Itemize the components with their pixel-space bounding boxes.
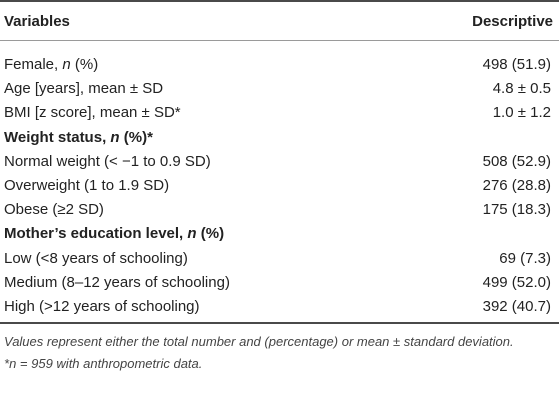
row-label: Weight status, n (%)* xyxy=(4,128,153,146)
row-value: 175 (18.3) xyxy=(482,201,551,219)
header-descriptive: Descriptive xyxy=(472,13,553,30)
table-top-rule xyxy=(0,0,559,2)
row-value: 1.0 ± 1.2 xyxy=(492,104,551,122)
table-row xyxy=(0,274,559,298)
row-label: Medium (8–12 years of schooling) xyxy=(4,273,230,291)
row-label: Female, n (%) xyxy=(4,56,99,73)
table-row xyxy=(0,56,559,80)
row-label: Age [years], mean ± SD xyxy=(4,80,164,98)
row-label: Low (<8 years of schooling) xyxy=(4,249,188,267)
row-label: Normal weight (< −1 to 0.9 SD) xyxy=(4,152,211,170)
footnote-values: Values represent either the total number and (percentage) or mean ± standard deviation. xyxy=(4,334,514,349)
table-bottom-rule xyxy=(0,322,559,324)
row-label: Overweight (1 to 1.9 SD) xyxy=(4,177,170,194)
row-value: 392 (40.7) xyxy=(482,298,551,315)
table-row xyxy=(0,250,559,274)
table-row xyxy=(0,201,559,225)
row-value: 498 (51.9) xyxy=(482,56,551,73)
table-header-rule xyxy=(0,40,559,41)
footnote-anthropometric: *n = 959 with anthropometric data. xyxy=(4,356,203,371)
row-label: Obese (≥2 SD) xyxy=(4,201,104,219)
table-row xyxy=(0,80,559,104)
row-label: High (>12 years of schooling) xyxy=(4,298,200,315)
table-row xyxy=(0,104,559,128)
header-variables: Variables xyxy=(4,13,70,30)
row-label: BMI [z score], mean ± SD* xyxy=(4,104,181,122)
row-value: 69 (7.3) xyxy=(499,249,551,267)
section-header-row xyxy=(0,129,559,153)
row-value: 4.8 ± 0.5 xyxy=(492,80,551,98)
section-header-row xyxy=(0,225,559,249)
table-row xyxy=(0,153,559,177)
table-row xyxy=(0,298,559,322)
table-row xyxy=(0,177,559,201)
row-value: 499 (52.0) xyxy=(482,273,551,291)
row-value: 276 (28.8) xyxy=(482,177,551,194)
row-label: Mother’s education level, n (%) xyxy=(4,225,225,243)
row-value: 508 (52.9) xyxy=(482,152,551,170)
